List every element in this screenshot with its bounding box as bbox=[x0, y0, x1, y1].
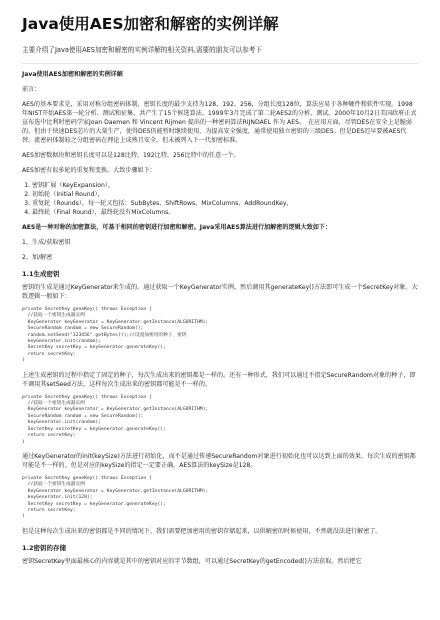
code-block: private SecretKey geneKey() throws Exception { //获取一个密钥生成器实例 KeyGenerator keyGenerator = KeyGenerator.getInstance(ALGORITHM); SecureRandom random = new SecureRandom(); keyGenerator.init(random); SecretKey secretKey = keyGenerator.generateKey(); return secretKey; } bbox=[22, 394, 209, 445]
store-paragraph: 密钥SecretKey里面最核心的内容就是其中的密钥对应的字节数组，可以通过SecretKey的getEncoded()方法获取。然后把它 bbox=[22, 557, 362, 565]
list-item: 1. 密钥扩展（KeyExpansion）， bbox=[32, 181, 418, 190]
page-title: Java使用AES加密和解密的实例详解 bbox=[22, 15, 279, 33]
article bbox=[22, 12, 418, 572]
symmetric-paragraph: AES是一种对称的加密算法，可基于相同的密钥进行加密和解密。Java采用AES算法进行加解密的逻辑大致如下： bbox=[22, 224, 332, 231]
preface-label: 前言： bbox=[22, 86, 41, 93]
rounds-paragraph: AES加密有很多轮的重复和变换。大致步骤如下： bbox=[22, 167, 156, 174]
divider bbox=[22, 63, 418, 64]
generate-paragraph: 密钥的生成是通过KeyGenerator来生成的。通过获取一个KeyGenerator实例，然后调用其generateKey()方法即可生成一个SecretKey对象。大致逻辑一般如下： bbox=[22, 284, 418, 300]
flow-item: 1、生成/获取密钥 bbox=[22, 239, 71, 246]
keylen-paragraph: AES加密数据块和密钥长度可以是128比特、192比特、256比特中的任意一个。 bbox=[22, 152, 240, 159]
summary: 主要介绍了Java使用AES加密和解密的实例详解的相关资料,需要的朋友可以参考下 bbox=[22, 46, 262, 54]
init-paragraph: 通过KeyGenerator的init(keySize)方法进行初始化，而不是通过传递SecureRandom对象进行初始化也可以达到上面的效果，每次生成的密钥都可能是不一样的。但是对应的keySize的指定一定要正确，AES算法的keySize是128。 bbox=[22, 452, 416, 469]
seed-paragraph: 上述生成密钥的过程中指定了固定的种子，每次生成出来的密钥都是一样的。还有一种形式，我们可以通过不指定SecureRandom对象的种子，即不调用其setSeed方法，这样每次生成出来的密钥都可能是不一样的。 bbox=[22, 371, 416, 388]
section-heading: 1.1生成密钥 bbox=[22, 270, 60, 278]
intro-paragraph: AES的基本要求是，采用对称分组密码体制，密钥长度的最少支持为128、192、256，分组长度128位，算法应易于各种硬件和软件实现。1998年NIST开始AES第一轮分析、测试和征集，共产生了15个候选算法。1999年3月完成了第二轮AES2的分析、测试。2000年10月2日美国政府正式宣布选中比利时密码学家Joan Daemen 和 Vincent Rijmen 提出的一种密码算法RIJNDAEL 作为 AES。 在应用方面，尽管DES在安全上是脆弱的，但由于快速DES芯片的大量生产，使得DES仍能暂时继续使用，为提高安全强度，通常使用独立密钥的三级DES。但是DES迟早要被AES代替。流密码体制较之分组密码在理论上成熟且安全，但未被列入下一代加密标准。 bbox=[22, 101, 417, 144]
steps-list bbox=[22, 181, 418, 217]
list-item: 3. 重复轮（Rounds），每一轮又包括：SubBytes、ShiftRows、MixColumns、AddRoundKey， bbox=[32, 199, 418, 208]
article-subtitle: Java使用AES加密和解密的实例详解 bbox=[22, 71, 123, 78]
list-item: 2. 初始轮（Initial Round）， bbox=[32, 190, 418, 199]
list-item: 4. 最终轮（Final Round），最终轮没有MixColumns。 bbox=[32, 208, 418, 217]
diff-paragraph: 但是这种每次生成出来的密钥都是不同的情况下，我们需要把加密用的密钥存储起来，以供解密的时候使用，不然就没法进行解密了。 bbox=[22, 527, 382, 535]
code-block: private SecretKey geneKey() throws Exception { //获取一个密钥生成器实例 KeyGenerator keyGenerator = KeyGenerator.getInstance(ALGORITHM); SecureRandom random = new SecureRandom(); random.setSeed("123456".getBytes());//设置加密用的种子，密钥 keyGenerator.init(random); SecretKey secretKey = keyGenerator.generateKey(); return secretKey; } bbox=[22, 307, 209, 364]
section-heading: 1.2密钥的存储 bbox=[22, 543, 67, 552]
code-block: private SecretKey geneKey() throws Exception { //获取一个密钥生成器实例 KeyGenerator keyGenerator = KeyGenerator.getInstance(ALGORITHM); keyGenerator.init(128); SecretKey secretKey = keyGenerator.generateKey(); return secretKey; } bbox=[22, 475, 209, 520]
flow-item: 2、加/解密 bbox=[22, 254, 53, 261]
